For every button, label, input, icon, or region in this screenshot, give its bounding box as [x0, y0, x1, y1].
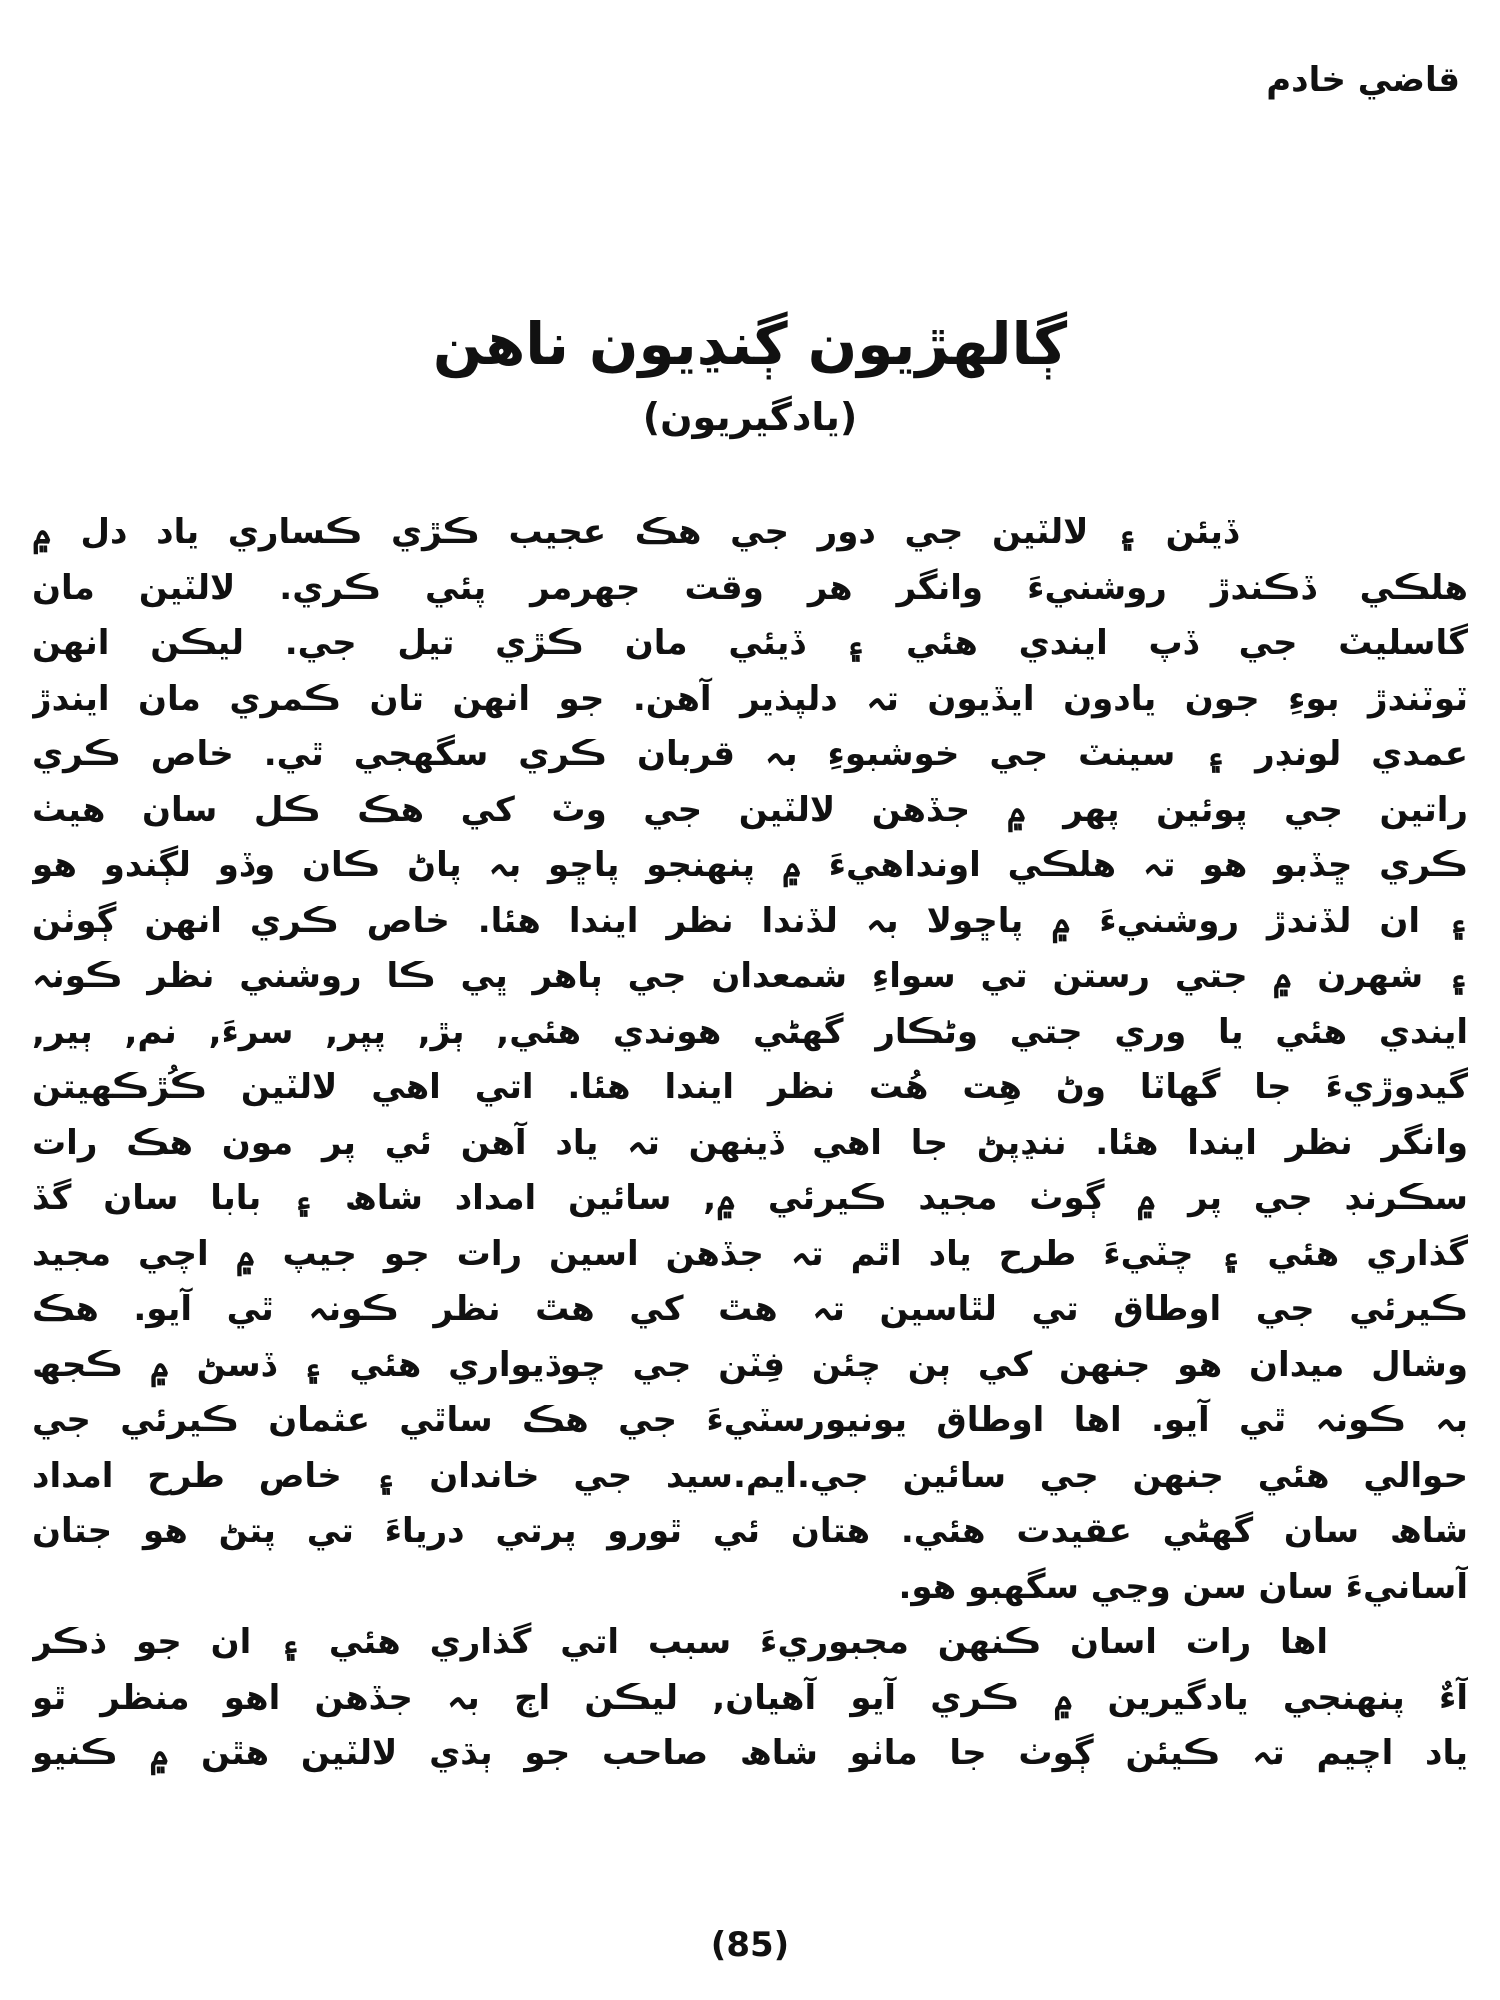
body-line: حوالي ھئي جنھن جي سائين جي.ايم.سيد جي خاندان ۽ خاص طرح امداد — [32, 1455, 1468, 1496]
body-line: گذاري ھئي ۽ چٽيءَ طرح ياد اٿم تہ جڏھن اسين رات جو جيپ ۾ اچي مجيد — [32, 1233, 1468, 1274]
body-line: ڪيرئي جي اوطاق تي لٿاسين تہ ھٿ کي ھٿ نظر ڪونہ ٿي آيو. ھڪ — [32, 1289, 1468, 1329]
body-text — [32, 505, 1468, 1782]
body-line: ۽ ان لڏندڙ روشنيءَ ۾ پاڇولا بہ لڏندا نظر ايندا ھئا. خاص ڪري انھن ڳوٺن — [32, 900, 1468, 941]
body-line: ايندي ھئي يا وري جتي وڻڪار گھڻي ھوندي ھئي, ٻڙ, پپر, سرءَ, نم, ٻير, — [32, 1011, 1468, 1052]
page-number: (85) — [710, 1925, 790, 1965]
body-line: سڪرنڊ جي پر ۾ ڳوٺ مجيد ڪيرئي ۾, سائين امداد شاھ ۽ بابا سان گڏ — [32, 1178, 1468, 1218]
running-header-author: قاضي خادم — [1266, 60, 1460, 100]
body-line: گيدوڙيءَ جا گھاٽا وڻ ھِت ھُت نظر ايندا ھئا. اتي اھي لالٽين ڪُڙڪھيتن — [32, 1067, 1468, 1107]
body-line: آءٌ پنھنجي يادگيرين ۾ ڪري آيو آھيان, ليڪن اڄ بہ جڏھن اھو منظر ٿو — [32, 1677, 1468, 1718]
body-line: ڏيئن ۽ لالٽين جي دور جي ھڪ عجيب ڪڙي ڪساري ياد دل ۾ — [32, 512, 1238, 552]
body-line: عمدي لونڊر ۽ سينٽ جي خوشبوءِ بہ قربان ڪري سگھجي ٿي. خاص ڪري — [32, 734, 1468, 774]
body-line: شاھ سان گھڻي عقيدت ھئي. ھتان ئي ٿورو پرتي درياءَ تي پتڻ ھو جتان — [32, 1511, 1468, 1551]
body-line: ۽ شھرن ۾ جتي رستن تي سواءِ شمعدان جي ٻاھر ڀي ڪا روشني نظر ڪونہ — [32, 956, 1468, 996]
body-line: ھلڪي ڏڪندڙ روشنيءَ وانگر ھر وقت جھرمر پئي ڪري. لالٽين مان — [32, 567, 1468, 608]
body-line: ڪري ڇڏبو ھو تہ ھلڪي اونداھيءَ ۾ پنھنجو پاڇو بہ پاڻ ڪان وڏو لڳندو ھو — [32, 845, 1468, 885]
chapter-subtitle: (يادگيريون) — [642, 395, 858, 439]
body-line: گاسليٽ جي ڏپ ايندي ھئي ۽ ڏيئي مان ڪڙي تيل جي. ليڪن انھن — [32, 623, 1468, 663]
body-line: بہ ڪونہ ٿي آيو. اھا اوطاق يونيورسٽيءَ جي ھڪ ساٿي عثمان ڪيرئي جي — [32, 1400, 1468, 1440]
body-line: آسانيءَ سان سن وڃي سگھبو ھو. — [898, 1566, 1468, 1607]
body-line: راتين جي پوئين پھر ۾ جڏھن لالٽين جي وٽ کي ھڪ ڪل سان ھيٺ — [32, 789, 1468, 830]
body-line: وانگر نظر ايندا ھئا. ننڍپڻ جا اھي ڏينھن تہ ياد آھن ئي پر مون ھڪ رات — [32, 1122, 1468, 1163]
body-line: ٽوٽندڙ بوءِ جون يادون ايڏيون تہ دلپذير آھن. جو انھن تان ڪمري مان ايندڙ — [32, 678, 1468, 719]
body-line: وشال ميدان ھو جنھن کي ٻن چئن فِٽن جي چوڌيواري ھئي ۽ ڏسڻ ۾ ڪجھ — [32, 1344, 1468, 1385]
body-line: ياد اچيم تہ ڪيئن ڳوٺ جا ماٺو شاھ صاحب جو ٻڌي لالٽين ھٿن ۾ ڪنيو — [32, 1733, 1468, 1773]
body-line: اھا رات اسان ڪنھن مجبوريءَ سبب اتي گذاري ھئي ۽ ان جو ذڪر — [32, 1622, 1328, 1662]
chapter-title: ڳالھڙيون ڳنڍيون ناھن — [432, 310, 1068, 378]
